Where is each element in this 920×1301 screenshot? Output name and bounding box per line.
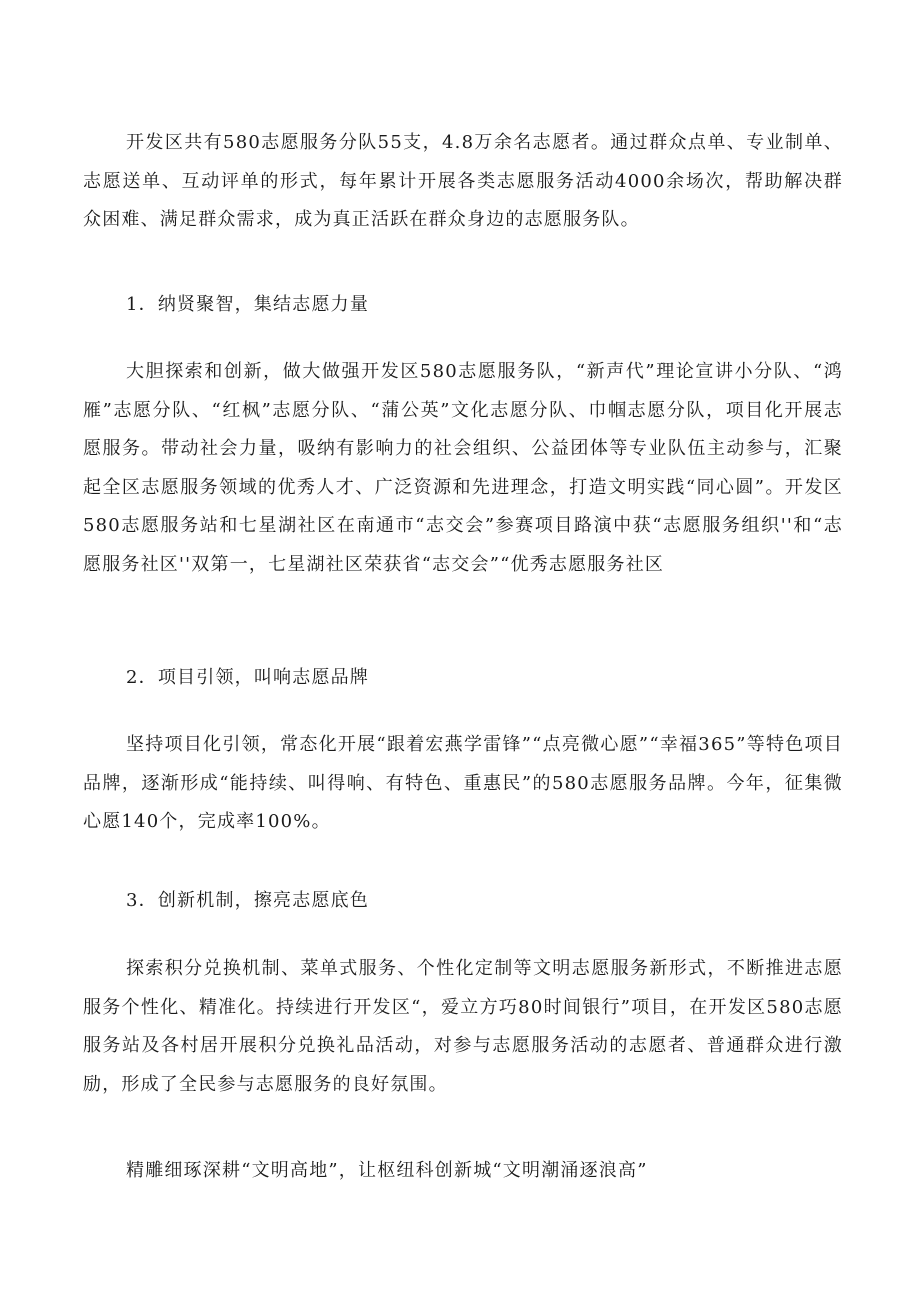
heading-gather-volunteer-power: 1．纳贤聚智，集结志愿力量 [126,294,370,315]
paragraph-volunteer-overview: 开发区共有580志愿服务分队55支，4.8万余名志愿者。通过群众点单、专业制单、志愿送单、互动评单的形式，每年累计开展各类志愿服务活动4000余场次，帮助解决群众困难、满足群众需求，成为真正活跃在群众身边的志愿服务队。 [83,132,843,230]
paragraph-volunteer-teams: 大胆探索和创新，做大做强开发区580志愿服务队，“新声代”理论宣讲小分队、“鸿雁”志愿分队、“红枫”志愿分队、“蒲公英”文化志愿分队、巾帼志愿分队，项目化开展志愿服务。带动社会力量，吸纳有影响力的社会组织、公益团体等专业队伍主动参与，汇聚起全区志愿服务领域的优秀人才、广泛资源和先进理念，打造文明实践“同心圆”。开发区580志愿服务站和七星湖社区在南通市“志交会”参赛项目路演中获“志愿服务组织''和“志愿服务社区''双第一，七星湖社区荣获省“志交会”“优秀志愿服务社区 [83,361,843,575]
closing-line: 精雕细琢深耕“文明高地”，让枢纽科创新城“文明潮涌逐浪高” [126,1160,648,1181]
paragraph-points-exchange: 探索积分兑换机制、菜单式服务、个性化定制等文明志愿服务新形式，不断推进志愿服务个性化、精准化。持续进行开发区“，爱立方巧80时间银行”项目，在开发区580志愿服务站及各村居开展积分兑换礼品活动，对参与志愿服务活动的志愿者、普通群众进行激励，形成了全民参与志愿服务的良好氛围。 [83,958,843,1095]
heading-project-brand: 2．项目引领，叫响志愿品牌 [126,667,370,688]
heading-innovation-mechanism: 3．创新机制，擦亮志愿底色 [126,890,370,911]
paragraph-project-brand: 坚持项目化引领，常态化开展“跟着宏燕学雷锋”“点亮微心愿”“幸福365”等特色项目品牌，逐渐形成“能持续、叫得响、有特色、重惠民”的580志愿服务品牌。今年，征集微心愿140个，完成率100%。 [83,734,843,832]
